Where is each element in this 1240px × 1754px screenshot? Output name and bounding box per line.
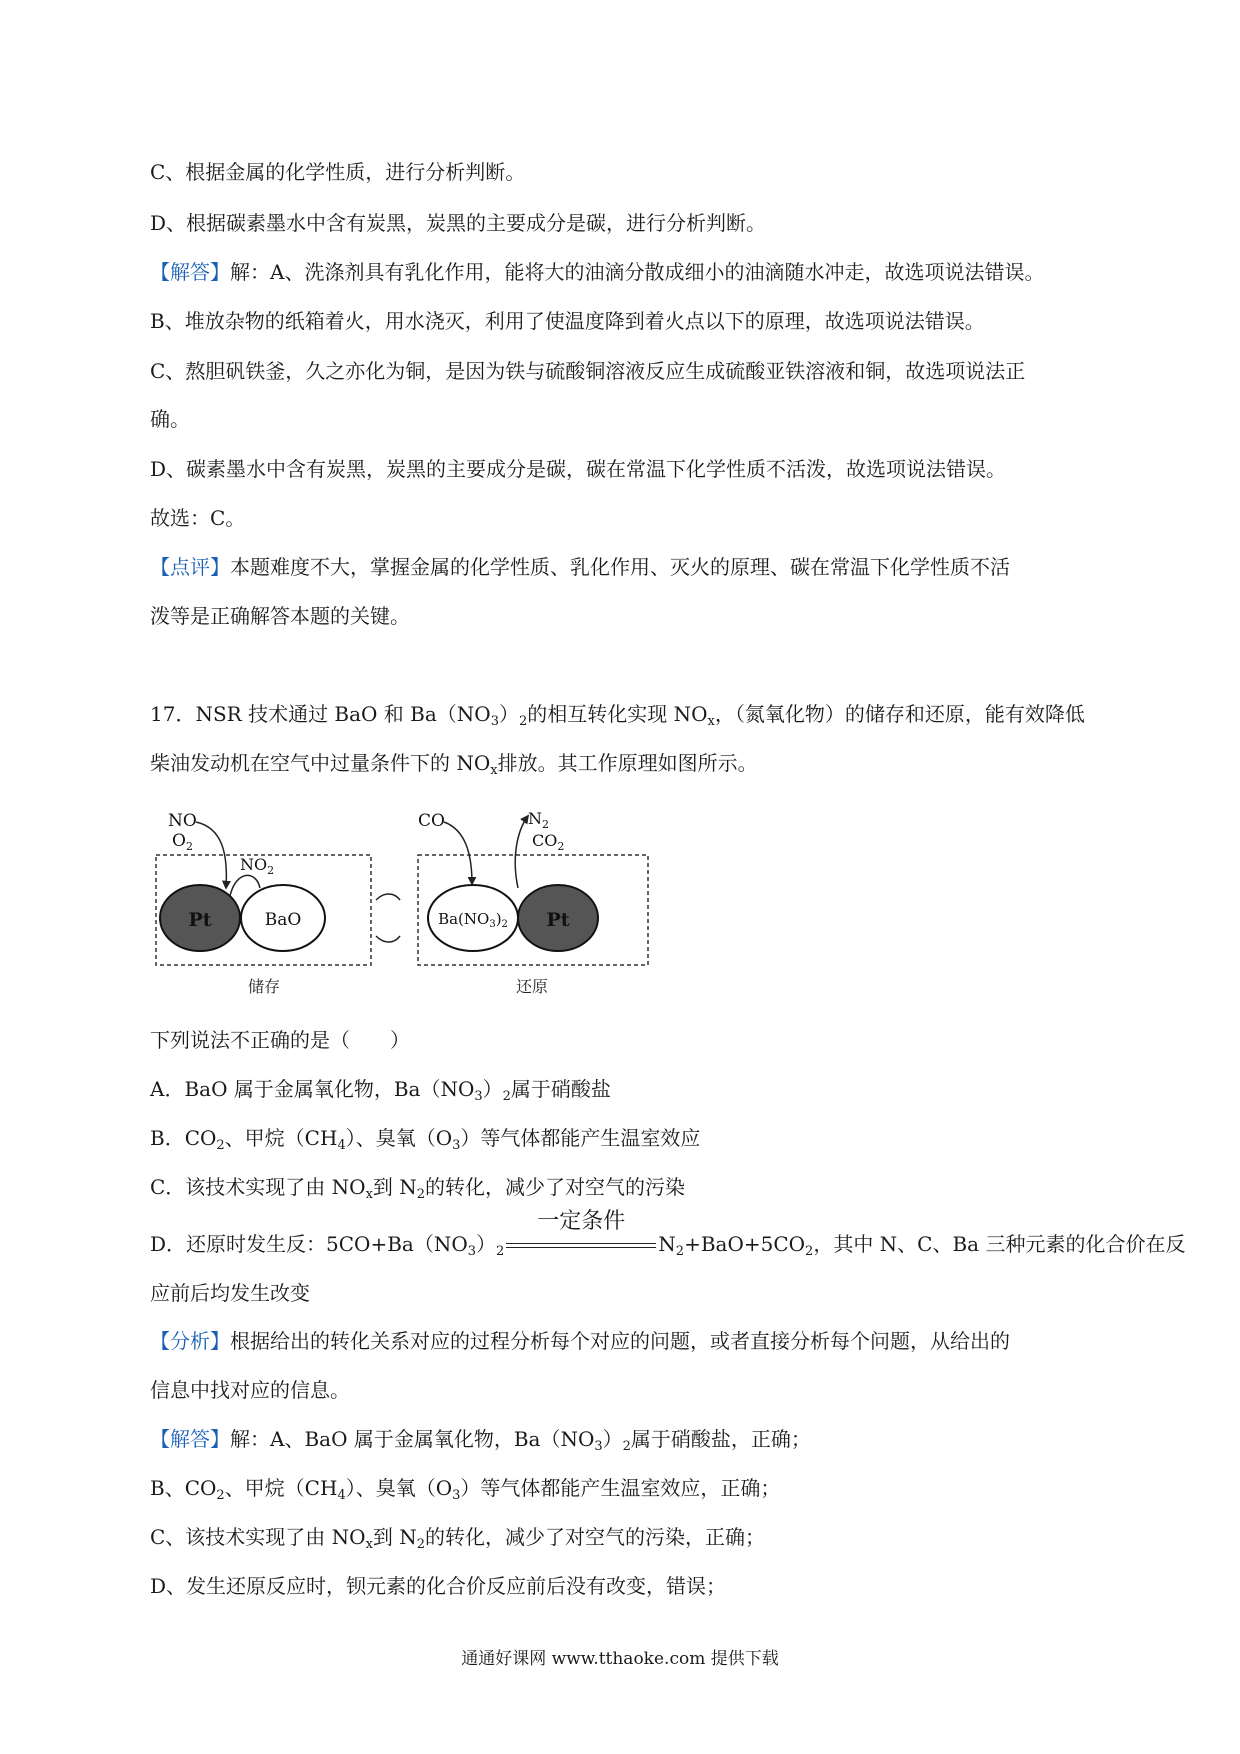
no2-label: $NO_2$ xyxy=(240,855,275,877)
subscript: x xyxy=(365,1187,373,1202)
pt-label-right: Pt xyxy=(546,909,570,931)
text-span: ）、臭氧（O xyxy=(345,1126,453,1150)
subscript: 3 xyxy=(490,714,499,729)
text-span: 的转化，减少了对空气的污染，正确； xyxy=(425,1525,766,1549)
subscript: 2 xyxy=(502,1089,511,1104)
pt-label-left: Pt xyxy=(188,909,212,931)
condition-label: 一定条件 xyxy=(537,1209,626,1234)
question-17-line xyxy=(150,700,1100,728)
text-span: 、甲烷（CH xyxy=(224,1126,338,1150)
answer-line-a xyxy=(150,1425,1100,1453)
equals-line-top xyxy=(506,1243,656,1244)
text-span: 排放。其工作原理如图所示。 xyxy=(497,751,758,775)
text-span: A．BaO 属于金属氧化物，Ba（NO xyxy=(150,1077,475,1101)
question-17-line xyxy=(150,749,1100,777)
text-span: 的相互转化实现 NO xyxy=(527,702,708,726)
text-span: ）、臭氧（O xyxy=(345,1476,453,1500)
text-line: C、熬胆矾铁釜，久之亦化为铜，是因为铁与硫酸铜溶液反应生成硫酸亚铁溶液和铜，故选项说法正 xyxy=(150,359,1026,383)
page-footer: 通通好课网 www.tthaoke.com 提供下载 xyxy=(461,1649,779,1669)
nsr-diagram xyxy=(148,800,658,1000)
text-span: D．还原时发生反：5CO+Ba（NO xyxy=(150,1232,468,1256)
text-span: 解：A、洗涤剂具有乳化作用，能将大的油滴分散成细小的油滴随水冲走，故选项说法错误。 xyxy=(230,260,1045,284)
text-line: 泼等是正确解答本题的关键。 xyxy=(150,604,410,628)
no-input-label: NO xyxy=(168,811,197,831)
subscript: 2 xyxy=(416,1537,426,1552)
text-line: B、堆放杂物的纸箱着火，用水浇灭，利用了使温度降到着火点以下的原理，故选项说法错误。 xyxy=(150,309,985,333)
subscript: 2 xyxy=(622,1439,631,1454)
text-span: 属于硝酸盐，正确； xyxy=(630,1427,811,1451)
output-arrow xyxy=(515,816,528,888)
co-input-label: CO xyxy=(418,811,445,831)
subscript: 2 xyxy=(216,1138,225,1153)
analysis-line xyxy=(150,1327,1100,1355)
text-line xyxy=(150,258,1100,286)
subscript: 2 xyxy=(675,1244,685,1259)
text-span: 17．NSR 技术通过 BaO 和 Ba（NO xyxy=(150,702,491,726)
subscript: 3 xyxy=(474,1089,483,1104)
text-span: 的转化，减少了对空气的污染 xyxy=(425,1175,686,1199)
bao-label: BaO xyxy=(264,910,302,930)
text-span: +BaO+5CO xyxy=(684,1232,806,1256)
text-span: B、CO xyxy=(150,1476,217,1500)
subscript: 2 xyxy=(496,1244,505,1259)
subscript: 2 xyxy=(805,1244,814,1259)
cycle-arrow-top xyxy=(376,894,400,900)
subscript: x xyxy=(490,763,498,778)
text-span: ） xyxy=(482,1077,503,1101)
option-b xyxy=(150,1124,1100,1152)
subscript: 2 xyxy=(216,1488,225,1503)
cycle-arrow-bottom xyxy=(376,936,400,942)
text-span: 、甲烷（CH xyxy=(224,1476,338,1500)
text-span: ） xyxy=(602,1427,623,1451)
text-span: 解：A、BaO 属于金属氧化物，Ba（NO xyxy=(230,1427,595,1451)
text-span: 本题难度不大，掌握金属的化学性质、乳化作用、灭火的原理、碳在常温下化学性质不活 xyxy=(230,555,1010,579)
text-line: 确。 xyxy=(150,407,190,431)
text-span: 到 N xyxy=(372,1175,417,1199)
text-line: D、根据碳素墨水中含有炭黑，炭黑的主要成分是碳，进行分析判断。 xyxy=(150,211,767,235)
text-span: ，（氮氧化物）的储存和还原，能有效降低 xyxy=(714,702,1085,726)
ba-no3-label: $Ba(NO_3)_2$ xyxy=(438,910,508,930)
subscript: 4 xyxy=(337,1138,346,1153)
o2-input-label: $O_2$ xyxy=(172,831,193,853)
text-span: B．CO xyxy=(150,1126,217,1150)
subscript: 2 xyxy=(518,714,528,729)
text-span: ） xyxy=(498,702,519,726)
option-c xyxy=(150,1173,1100,1201)
text-span: N xyxy=(658,1232,676,1256)
text-span: ）等气体都能产生温室效应，正确； xyxy=(460,1476,781,1500)
text-span: ，其中 N、C、Ba 三种元素的化合价在反 xyxy=(813,1232,1186,1256)
subscript: 3 xyxy=(594,1439,603,1454)
analysis-line: 信息中找对应的信息。 xyxy=(150,1378,350,1402)
subscript: 2 xyxy=(416,1187,426,1202)
co2-output-label: $CO_2$ xyxy=(532,831,565,853)
text-span: 到 N xyxy=(372,1525,417,1549)
reduction-caption: 还原 xyxy=(516,977,549,996)
analysis-tag: 【分析】 xyxy=(150,1329,230,1353)
text-span: 根据给出的转化关系对应的过程分析每个对应的问题，或者直接分析每个问题，从给出的 xyxy=(230,1329,1010,1353)
question-stem: 下列说法不正确的是（ ） xyxy=(150,1028,410,1052)
answer-line-b xyxy=(150,1474,1100,1502)
answer-tag: 【解答】 xyxy=(150,1427,230,1451)
answer-line-d: D、发生还原反应时，钡元素的化合价反应前后没有改变，错误； xyxy=(150,1574,727,1598)
subscript: x xyxy=(707,714,715,729)
subscript: 3 xyxy=(452,1488,461,1503)
option-d-cont: 应前后均发生改变 xyxy=(150,1281,310,1305)
option-a xyxy=(150,1075,1100,1103)
reaction-condition xyxy=(506,1209,656,1258)
subscript: 3 xyxy=(467,1244,477,1259)
answer-tag: 【解答】 xyxy=(150,260,230,284)
storage-caption: 储存 xyxy=(248,977,281,996)
text-span: C．该技术实现了由 NO xyxy=(150,1175,366,1199)
text-span: 柴油发动机在空气中过量条件下的 NO xyxy=(150,751,491,775)
answer-line-c xyxy=(150,1523,1100,1551)
text-line: 故选：C。 xyxy=(150,506,246,530)
text-span: C、该技术实现了由 NO xyxy=(150,1525,366,1549)
text-span: 属于硝酸盐 xyxy=(510,1077,611,1101)
co-arrow xyxy=(444,822,472,884)
option-d xyxy=(150,1209,1186,1259)
text-line: D、碳素墨水中含有炭黑，炭黑的主要成分是碳，碳在常温下化学性质不活泼，故选项说法错误。 xyxy=(150,457,1007,481)
text-line xyxy=(150,553,1100,581)
n2-output-label: $N_2$ xyxy=(528,809,549,831)
comment-tag: 【点评】 xyxy=(150,555,230,579)
text-line: C、根据金属的化学性质，进行分析判断。 xyxy=(150,160,526,184)
equals-line-bottom xyxy=(506,1247,656,1248)
text-span: ）等气体都能产生温室效应 xyxy=(460,1126,701,1150)
subscript: x xyxy=(365,1537,373,1552)
subscript: 3 xyxy=(452,1138,461,1153)
subscript: 4 xyxy=(337,1488,346,1503)
text-span: ） xyxy=(476,1232,497,1256)
